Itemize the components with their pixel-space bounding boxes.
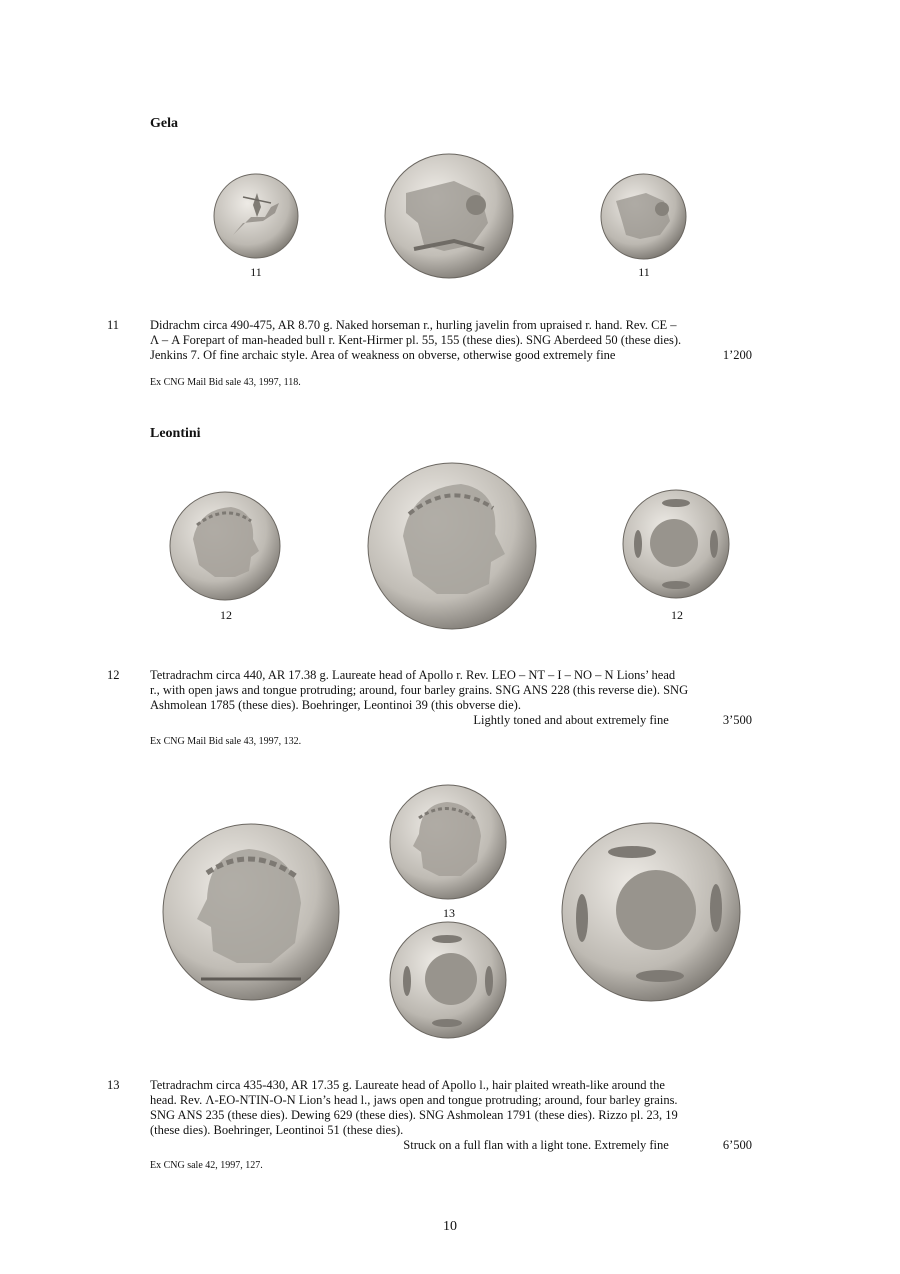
lot-13-grade: Struck on a full flan with a light tone. Extremely fine bbox=[403, 1138, 669, 1152]
lot-11-description bbox=[150, 318, 752, 363]
lot-13-line-1: Tetradrachm circa 435-430, AR 17.35 g. Laureate head of Apollo l., hair plaited wreath-like around the bbox=[150, 1078, 665, 1092]
lot-11-line-1: Didrachm circa 490-475, AR 8.70 g. Naked horseman r., hurling javelin from upraised r. hand. Rev. CE – bbox=[150, 318, 677, 332]
lot-12-line-1: Tetradrachm circa 440, AR 17.38 g. Laureate head of Apollo r. Rev. LEO – NT – I – NO – N Lions’ head bbox=[150, 668, 676, 682]
coin-12-obverse-large-image bbox=[367, 462, 537, 630]
coin-13-obverse-large-image bbox=[161, 823, 341, 1001]
lot-12-description bbox=[150, 668, 752, 728]
lot-12-line-3: Ashmolean 1785 (these dies). Boehringer, Leontinoi 39 (this obverse die). bbox=[150, 698, 521, 712]
lot-12-grade: Lightly toned and about extremely fine bbox=[473, 713, 669, 727]
coin-11-label-left: 11 bbox=[250, 265, 262, 279]
lot-13-price: 6’500 bbox=[722, 1138, 752, 1152]
coin-12-label-left: 12 bbox=[220, 608, 232, 622]
coin-11-reverse-image bbox=[600, 173, 687, 260]
lot-13-number: 13 bbox=[107, 1078, 120, 1092]
coin-12-reverse-image bbox=[622, 489, 730, 599]
lot-13-description bbox=[150, 1078, 752, 1153]
section-title-leontini: Leontini bbox=[150, 426, 201, 441]
lot-12-grade-row bbox=[150, 713, 752, 728]
lot-11-provenance: Ex CNG Mail Bid sale 43, 1997, 118. bbox=[150, 377, 301, 388]
lot-11-number: 11 bbox=[107, 318, 120, 332]
coin-11-label-right: 11 bbox=[638, 265, 650, 279]
lot-13-line-4: (these dies). Boehringer, Leontinoi 51 (these dies). bbox=[150, 1123, 404, 1137]
lot-11-line-3-row bbox=[150, 348, 752, 363]
section-title-gela: Gela bbox=[150, 116, 178, 131]
lot-13-provenance: Ex CNG sale 42, 1997, 127. bbox=[150, 1160, 263, 1171]
coin-12-obverse-image bbox=[169, 491, 281, 601]
coin-13-reverse-image bbox=[389, 921, 507, 1039]
page-number: 10 bbox=[443, 1219, 457, 1234]
lot-12-price: 3’500 bbox=[722, 713, 752, 727]
lot-13-line-2: head. Rev. Λ-EO-NTIN-O-N Lion’s head l., jaws open and tongue protruding; around, four barley grains. bbox=[150, 1093, 678, 1107]
lot-13-line-3: SNG ANS 235 (these dies). Dewing 629 (these dies). SNG Ashmolean 1791 (these dies). Rizzo pl. 23, 19 bbox=[150, 1108, 678, 1122]
coin-11-obverse-image bbox=[213, 173, 299, 259]
coin-13-obverse-image bbox=[389, 784, 507, 900]
lot-11-price: 1’200 bbox=[722, 348, 752, 362]
lot-11-line-2: Λ – A Forepart of man-headed bull r. Kent-Hirmer pl. 55, 155 (these dies). SNG Aberdeed 50 (these dies). bbox=[150, 333, 682, 347]
lot-11-line-3: Jenkins 7. Of fine archaic style. Area of weakness on obverse, otherwise good extremely fine bbox=[150, 348, 616, 362]
lot-12-number: 12 bbox=[107, 668, 120, 682]
lot-12-line-2: r., with open jaws and tongue protruding; around, four barley grains. SNG ANS 228 (this reverse die). SNG bbox=[150, 683, 689, 697]
coin-11-reverse-large-image bbox=[384, 153, 514, 279]
coin-13-label: 13 bbox=[443, 906, 455, 920]
lot-13-grade-row bbox=[150, 1138, 752, 1153]
coin-13-reverse-large-image bbox=[560, 822, 742, 1002]
lot-12-provenance: Ex CNG Mail Bid sale 43, 1997, 132. bbox=[150, 736, 302, 747]
coin-12-label-right: 12 bbox=[671, 608, 683, 622]
